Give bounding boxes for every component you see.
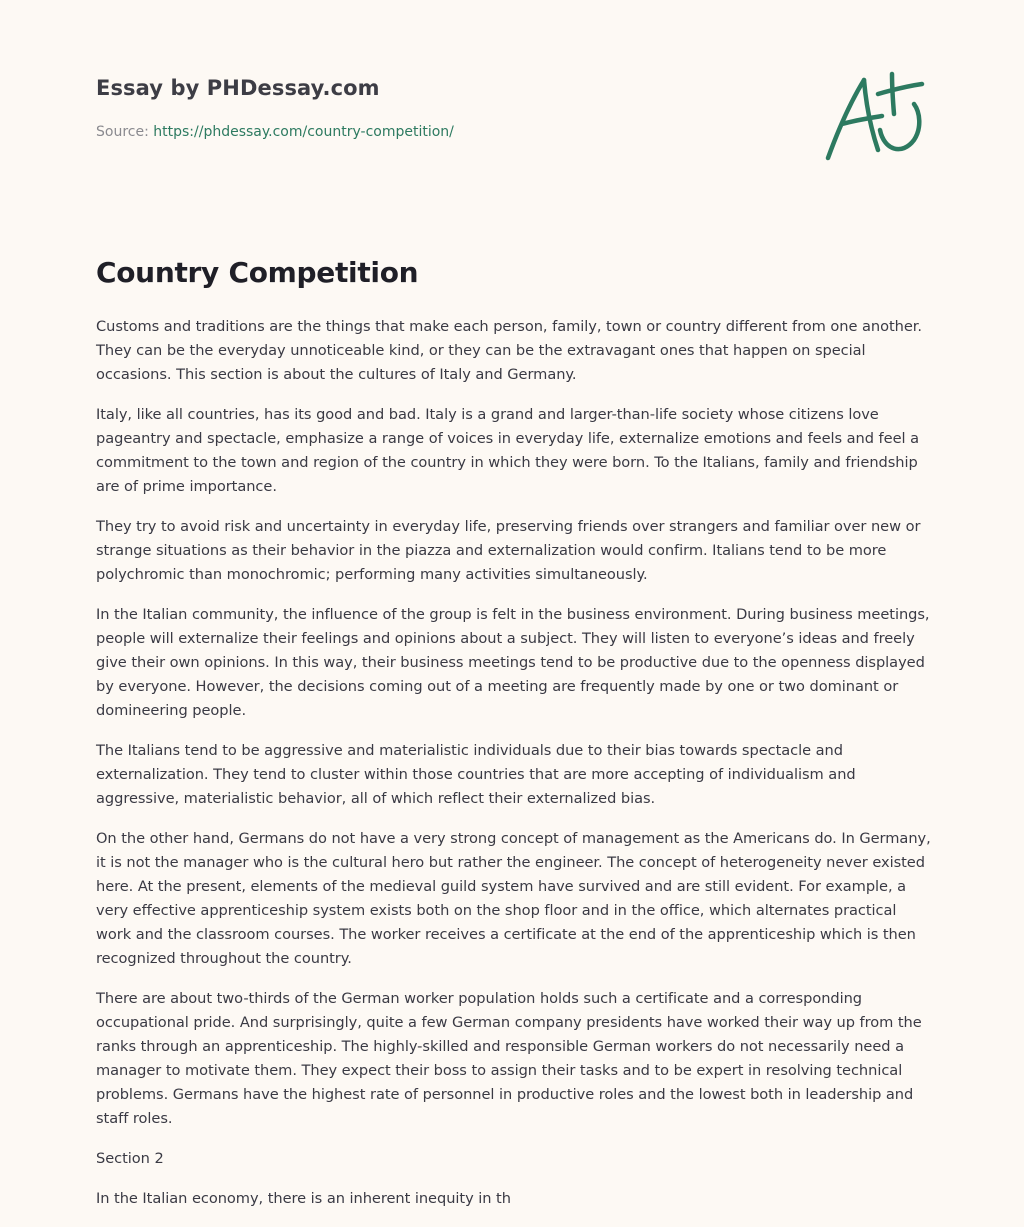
source-label: Source: — [96, 124, 154, 140]
essay-paragraph-truncated: In the Italian economy, there is an inherent inequity in th — [96, 1190, 511, 1207]
essay-paragraph: They try to avoid risk and uncertainty in everyday life, preserving friends over strangers and familiar over new or strange situations as their behavior in the piazza and externalization would confirm. Italians tend to be more polychromic than monochromic; performing many activities simultaneously. — [96, 518, 921, 583]
essay-title: Country Competition — [96, 256, 419, 289]
source-line — [96, 124, 454, 140]
section-heading: Section 2 — [96, 1150, 164, 1167]
essay-paragraph: Italy, like all countries, has its good and bad. Italy is a grand and larger-than-life society whose citizens love pageantry and spectacle, emphasize a range of voices in everyday life, externalize emotions and feels and feel a commitment to the town and region of the country in which they were born. To the Italians, family and friendship are of prime importance. — [96, 406, 919, 495]
a-plus-logo-icon — [820, 66, 932, 166]
essay-paragraph: In the Italian community, the influence of the group is felt in the business environment. During business meetings, people will externalize their feelings and opinions about a subject. They will listen to everyone’s ideas and freely give their own opinions. In this way, their business meetings tend to be productive due to the openness displayed by everyone. However, the decisions coming out of a meeting are frequently made by one or two dominant or domineering people. — [96, 606, 930, 719]
source-link[interactable]: https://phdessay.com/country-competition/ — [153, 124, 454, 140]
essay-body — [96, 315, 932, 1227]
essay-paragraph: Customs and traditions are the things that make each person, family, town or country different from one another. They can be the everyday unnoticeable kind, or they can be the extravagant ones that happen on special occasions. This section is about the cultures of Italy and Germany. — [96, 318, 922, 383]
essay-paragraph: On the other hand, Germans do not have a very strong concept of management as the Americans do. In Germany, it is not the manager who is the cultural hero but rather the engineer. The concept of heterogeneity never existed here. At the present, elements of the medieval guild system have survived and are still evident. For example, a very effective apprenticeship system exists both on the shop floor and in the office, which alternates practical work and the classroom courses. The worker receives a certificate at the end of the apprenticeship which is then recognized throughout the country. — [96, 830, 931, 967]
essay-paragraph: The Italians tend to be aggressive and materialistic individuals due to their bias towards spectacle and externalization. They tend to cluster within those countries that are more accepting of individualism and aggressive, materialistic behavior, all of which reflect their externalized bias. — [96, 742, 856, 807]
site-brand: Essay by PHDessay.com — [96, 76, 380, 100]
essay-paragraph: There are about two-thirds of the German worker population holds such a certificate and a corresponding occupational pride. And surprisingly, quite a few German company presidents have worked their way up from the ranks through an apprenticeship. The highly-skilled and responsible German workers do not necessarily need a manager to motivate them. They expect their boss to assign their tasks and to be expert in resolving technical problems. Germans have the highest rate of personnel in productive roles and the lowest both in leadership and staff roles. — [96, 990, 922, 1127]
